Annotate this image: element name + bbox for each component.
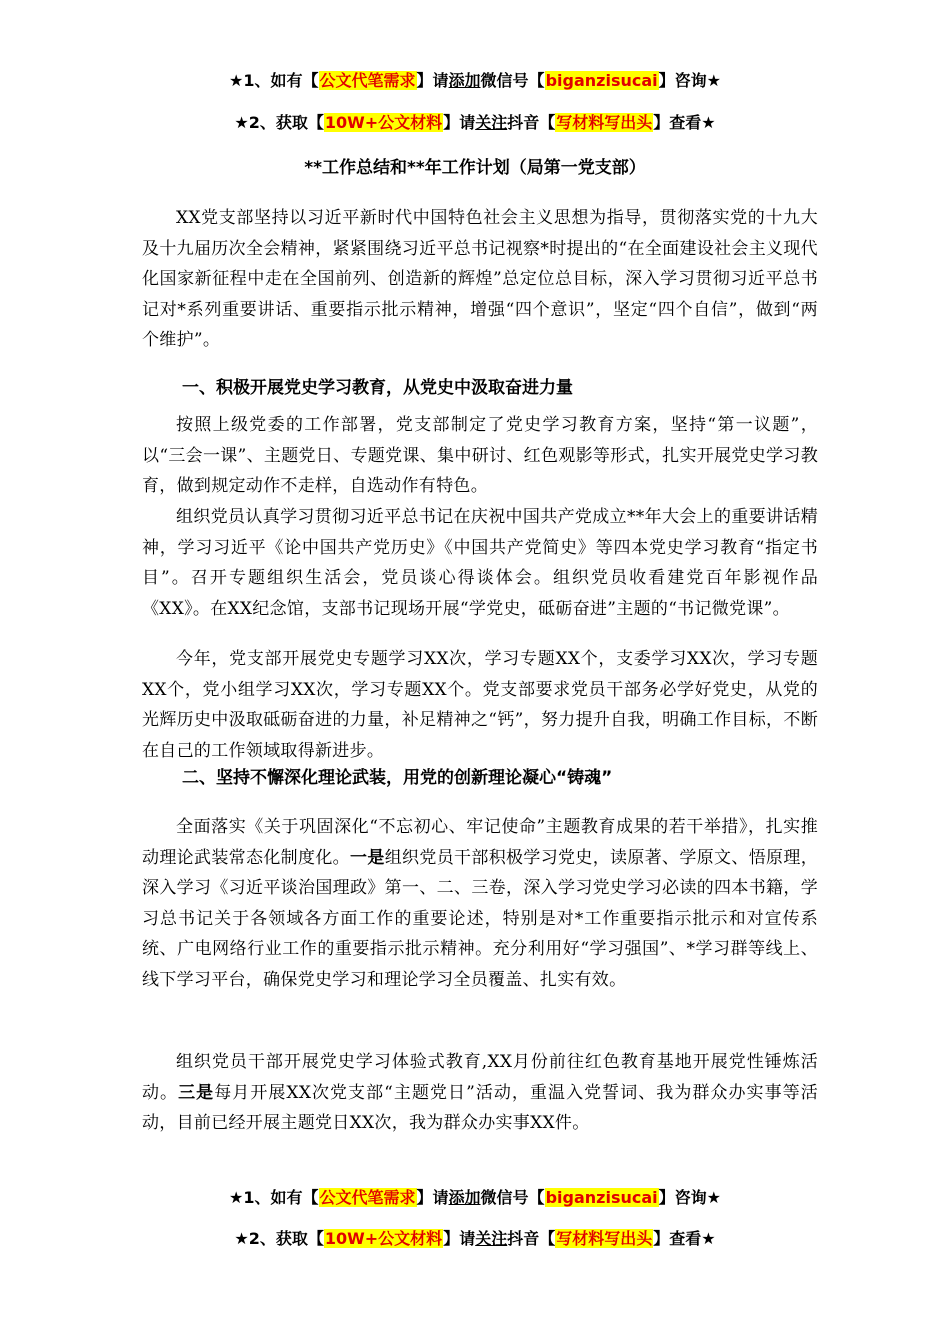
intro-paragraph: XX党支部坚持以习近平新时代中国特色社会主义思想为指导，贯彻落实党的十九大及十九届历次全会精神，紧紧围绕习近平总书记视察*时提出的“在全面建设社会主义现代化国家新征程中走在全国前列、创造新的辉煌”总定位总目标，深入学习贯彻习近平总书记对*系列重要讲话、重要指示批示精神，增强“四个意识”，坚定“四个自信”，做到“两个维护”。 <box>142 208 818 350</box>
promo-line-1-top <box>0 69 950 93</box>
promo-text: 抖音【 <box>507 113 556 132</box>
section-2-heading: 二、坚持不懈深化理论武装，用党的创新理论凝心“铸魂” <box>182 768 613 788</box>
paragraph-text: 全面落实《关于巩固深化“不忘初心、牢记使命”主题教育成果的若干举措》，扎实推动理论武装常态化制度化。 <box>142 817 818 868</box>
promo-underline: 添加 <box>448 1188 481 1207</box>
section-1-paragraph-2: 组织党员认真学习贯彻习近平总书记在庆祝中国共产党成立**年大会上的重要讲话精神，学习习近平《论中国共产党历史》《中国共产党简史》等四本党史学习教育“指定书目”。召开专题组织生活会，党员谈心得谈体会。组织党员收看建党百年影视作品《XX》。在XX纪念馆，支部书记现场开展“学党史，砥砺奋进”主题的“书记微党课”。 <box>142 507 818 619</box>
promo-text: 抖音【 <box>507 1229 556 1248</box>
paragraph-bold-marker: 三是 <box>178 1082 215 1103</box>
promo-line-2-top <box>0 111 950 135</box>
section-1-heading: 一、积极开展党史学习教育，从党史中汲取奋进力量 <box>182 378 573 398</box>
promo-text: 】咨询★ <box>658 1188 721 1207</box>
promo-text: 】请 <box>416 1188 449 1207</box>
promo-highlight: 公文代笔需求 <box>319 1188 416 1207</box>
promo-highlight: 写材料写出头 <box>556 113 653 132</box>
promo-text: 】查看★ <box>653 1229 716 1248</box>
section-2-paragraph-2 <box>142 1047 818 1139</box>
section-2-paragraph-1 <box>142 812 818 995</box>
promo-underline: 关注 <box>475 1229 508 1248</box>
promo-text: 】咨询★ <box>658 71 721 90</box>
promo-text: 微信号【 <box>480 1188 545 1207</box>
section-1-paragraph-3: 今年，党支部开展党史专题学习XX次，学习专题XX个，支委学习XX次，学习专题XX个，党小组学习XX次，学习专题XX个。党支部要求党员干部务必学好党史，从党的光辉历史中汲取砥砺奋进的力量，补足精神之“钙”，努力提升自我，明确工作目标，不断在自己的工作领域取得新进步。 <box>142 649 818 761</box>
promo-line-1-bottom <box>0 1186 950 1210</box>
promo-underline: 关注 <box>475 113 508 132</box>
promo-text: ★1、如有【 <box>229 71 319 90</box>
promo-highlight: biganzisucai <box>545 71 658 90</box>
promo-text: 微信号【 <box>480 71 545 90</box>
section-1-paragraph-1: 按照上级党委的工作部署，党支部制定了党史学习教育方案，坚持“第一议题”，以“三会一课”、主题党日、专题党课、集中研讨、红色观影等形式，扎实开展党史学习教育，做到规定动作不走样，自选动作有特色。 <box>142 415 818 496</box>
paragraph-bold-marker: 一是 <box>350 847 385 868</box>
promo-highlight: biganzisucai <box>545 1188 658 1207</box>
promo-highlight: 公文代笔需求 <box>319 71 416 90</box>
promo-text: ★2、获取【 <box>234 1229 324 1248</box>
promo-text: 】请 <box>443 1229 476 1248</box>
promo-text: ★2、获取【 <box>234 113 324 132</box>
promo-text: 】请 <box>416 71 449 90</box>
promo-highlight: 写材料写出头 <box>556 1229 653 1248</box>
promo-underline: 添加 <box>448 71 481 90</box>
document-title: **工作总结和**年工作计划（局第一党支部） <box>304 158 646 178</box>
promo-highlight: 10W+公文材料 <box>324 113 443 132</box>
promo-text: 】查看★ <box>653 113 716 132</box>
promo-highlight: 10W+公文材料 <box>324 1229 443 1248</box>
paragraph-text: 组织党员干部积极学习党史，读原著、学原文、悟原理，深入学习《习近平谈治国理政》第一、二、三卷，深入学习党史学习必读的四本书籍，学习总书记关于各领域各方面工作的重要论述，特别是对*工作重要指示批示和对宣传系统、广电网络行业工作的重要指示批示精神。充分利用好“学习强国”、*学习群等线上、线下学习平台，确保党史学习和理论学习全员覆盖、扎实有效。 <box>142 847 818 990</box>
promo-text: ★1、如有【 <box>229 1188 319 1207</box>
promo-line-2-bottom <box>0 1227 950 1251</box>
promo-text: 】请 <box>443 113 476 132</box>
paragraph-text: 每月开展XX次党支部“主题党日”活动，重温入党誓词、我为群众办实事等活动，目前已经开展主题党日XX次，我为群众办实事XX件。 <box>142 1082 818 1133</box>
paragraph-text: 组织党员干部开展党史学习体验式教育,XX月份前往红色教育基地开展党性锤炼活动。 <box>142 1052 818 1103</box>
